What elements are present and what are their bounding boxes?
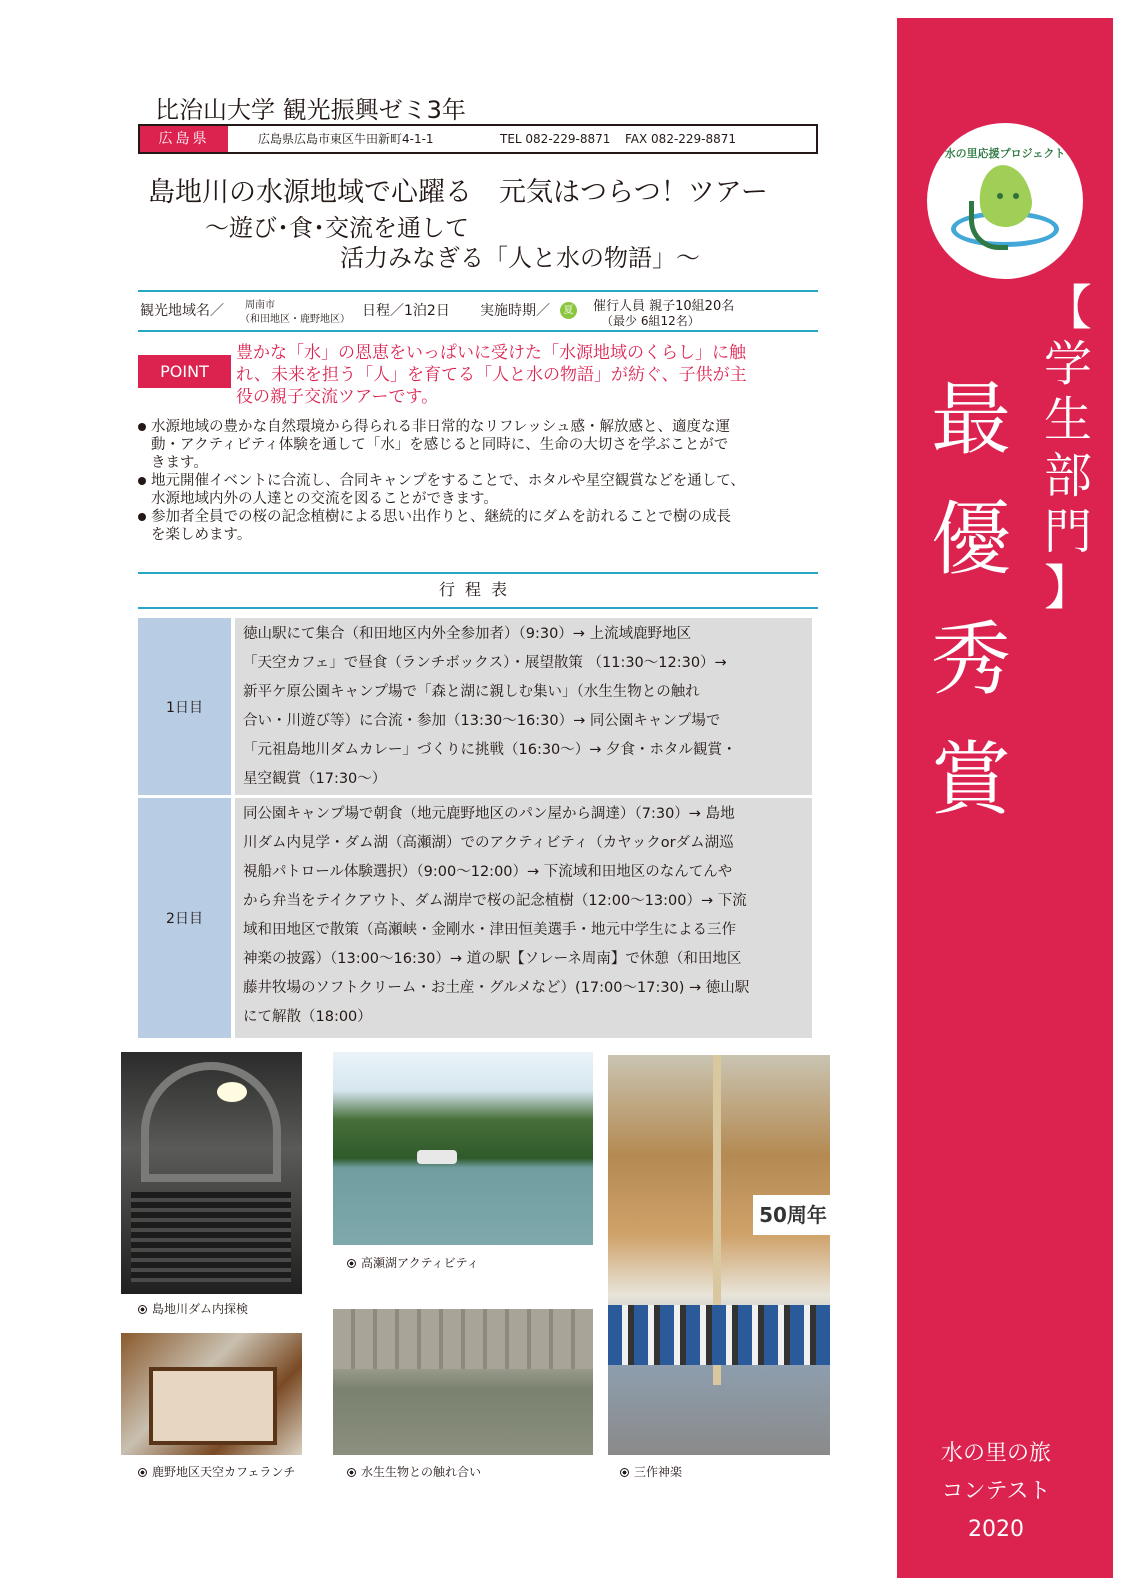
table-row [138, 798, 818, 1038]
drop-eye-icon [997, 193, 1003, 199]
day-label: 2日目 [138, 798, 231, 1038]
bullet-icon [138, 513, 146, 521]
award-category [1040, 280, 1096, 616]
period-label: 実施時期／ [480, 303, 550, 319]
info-bar [138, 124, 818, 154]
schedule: 日程／1泊2日 [362, 303, 450, 319]
photo-caption [347, 1254, 479, 1271]
detail-line: 視船パトロール体験選択）（9:00～12:00）→ 下流域和田地区のなんてんや [243, 864, 733, 880]
area-city: 周南市 [245, 300, 275, 311]
bullseye-icon [347, 1468, 356, 1477]
tunnel-light [217, 1082, 247, 1102]
list-item-line: を楽しめます。 [151, 527, 252, 543]
list-item-line: 動・アクティビティ体験を通して「水」を感じると同時に、生命の大切さを学ぶことがで [151, 437, 729, 453]
list-item-line: 水源地域の豊かな自然環境から得られる非日常的なリフレッシュ感・解放感と、適度な運 [151, 419, 730, 435]
category-char: 】 [1043, 560, 1092, 616]
award-char: 優 [931, 493, 1011, 586]
group-size: 催行人員 親子10組20名 [593, 299, 735, 314]
divider [138, 607, 818, 609]
detail-line: 同公園キャンプ場で朝食（地元鹿野地区のパン屋から調達）（7:30）→ 島地 [243, 806, 735, 822]
detail-line: 「天空カフェ」で昼食（ランチボックス）・展望散策 （11:30～12:30）→ [243, 655, 727, 671]
award-char: 最 [931, 373, 1011, 466]
detail-line: 川ダム内見学・ダム湖（高瀬湖）でのアクティビティ（カヤックorダム湖巡 [243, 835, 734, 851]
bullet-icon [138, 477, 146, 485]
table-row [138, 618, 818, 795]
point-line: 豊かな「水」の恩恵をいっぱいに受けた「水源地域のくらし」に触 [236, 343, 746, 363]
detail-line: 星空観賞（17:30～） [243, 771, 387, 787]
contest-name [926, 1435, 1066, 1549]
audience [608, 1305, 830, 1365]
caption-text: 島地川ダム内探検 [152, 1302, 249, 1316]
drop-eye-icon [1013, 193, 1019, 199]
itinerary-table [138, 618, 818, 1038]
boat [417, 1150, 457, 1164]
category-char: 生 [1043, 392, 1092, 448]
detail-line: 合い・川遊び等）に合流・参加（13:30～16:30）→ 同公園キャンプ場で [243, 713, 721, 729]
point-line: 役の親子交流ツアーです。 [236, 387, 439, 407]
group-minimum: （最少 6組12名） [601, 314, 700, 328]
anniversary-banner: 50周年 [753, 1195, 830, 1235]
tunnel-stairs [131, 1192, 291, 1282]
area-label: 観光地域名／ [140, 303, 224, 319]
stone-wall [333, 1309, 593, 1369]
caption-text: 高瀬湖アクティビティ [361, 1256, 479, 1270]
photo-caption [347, 1463, 481, 1480]
detail-line: 新平ケ原公園キャンプ場で「森と湖に親しむ集い」（水生生物との触れ [243, 684, 700, 700]
photo-caption [138, 1300, 248, 1317]
area-districts: （和田地区・鹿野地区） [240, 314, 350, 325]
list-item [138, 418, 818, 472]
prefecture-badge: 広島県 [140, 126, 228, 152]
list-item-line: 参加者全員での桜の記念植樹による思い出作りと、継続的にダムを訪れることで樹の成長 [151, 509, 731, 525]
detail-line: 「元祖島地川ダムカレー」づくりに挑戦（16:30～）→ 夕食・ホタル観賞・ [243, 742, 737, 758]
photo-kagura [608, 1055, 830, 1455]
project-logo [927, 123, 1083, 279]
summer-icon: 夏 [560, 302, 577, 319]
photo-lunch [121, 1333, 302, 1455]
day-details [235, 798, 812, 1038]
contest-line: 2020 [968, 1517, 1024, 1542]
category-char: 門 [1043, 504, 1092, 560]
category-char: 部 [1043, 448, 1092, 504]
address: 広島県広島市東区牛田新町4-1-1 [258, 132, 434, 146]
divider [138, 330, 818, 332]
point-line: れ、未来を担う「人」を育てる「人と水の物語」が紡ぐ、子供が主 [236, 365, 747, 385]
detail-line: 徳山駅にて集合（和田地区内外全参加者）（9:30）→ 上流域鹿野地区 [243, 626, 692, 642]
caption-text: 三作神楽 [634, 1465, 683, 1479]
photo-caption [138, 1463, 295, 1480]
tour-subtitle-2: 活力みなぎる「人と水の物語」～ [340, 244, 700, 272]
list-item [138, 508, 818, 544]
detail-line: 藤井牧場のソフトクリーム・お土産・グルメなど）(17:00～17:30) → 徳山駅 [243, 980, 750, 996]
day-label: 1日目 [138, 618, 231, 795]
itinerary-title: 行程表 [438, 580, 517, 599]
bullseye-icon [138, 1468, 147, 1477]
detail-line: から弁当をテイクアウト、ダム湖岸で桜の記念植樹（12:00～13:00）→ 下流 [243, 893, 747, 909]
divider [138, 572, 818, 574]
tunnel-arch [141, 1062, 281, 1182]
award-char: 賞 [931, 733, 1011, 826]
list-item-line: きます。 [151, 455, 208, 471]
bullet-icon [138, 423, 146, 431]
detail-line: 域和田地区で散策（高瀬峡・金剛水・津田恒美選手・地元中学生による三作 [243, 922, 736, 938]
logo-text: 水の里応援プロジェクト [944, 147, 1066, 160]
point-badge: POINT [138, 355, 231, 388]
award-char: 秀 [931, 613, 1011, 706]
tel: TEL 082-229-8871 [500, 132, 611, 146]
bullseye-icon [620, 1468, 629, 1477]
divider [138, 290, 818, 292]
university-name: 比治山大学 観光振興ゼミ3年 [155, 96, 466, 124]
contest-line: コンテスト [941, 1479, 1051, 1504]
photo-caption [620, 1463, 682, 1480]
lunch-tray [149, 1367, 277, 1445]
photo-stream [333, 1309, 593, 1455]
photo-lake [333, 1052, 593, 1245]
detail-line: 神楽の披露）（13:00～16:30）→ 道の駅【ソレーネ周南】で休憩（和田地区 [243, 951, 742, 967]
day-details [235, 618, 812, 795]
point-text [236, 342, 808, 408]
fax: FAX 082-229-8871 [625, 132, 737, 146]
highlights-list [138, 418, 818, 544]
award-title [926, 360, 1016, 840]
list-item-line: 地元開催イベントに合流し、合同キャンプをすることで、ホタルや星空観賞などを通して、 [151, 473, 745, 489]
bullseye-icon [138, 1305, 147, 1314]
category-char: 学 [1043, 336, 1092, 392]
tour-title: 島地川の水源地域で心躍る 元気はつらつ！ツアー [148, 177, 768, 208]
category-char: 【 [1043, 280, 1092, 336]
list-item-line: 水源地域内外の人達との交流を図ることができます。 [151, 491, 498, 507]
caption-text: 水生生物との触れ合い [361, 1465, 482, 1479]
list-item [138, 472, 818, 508]
tour-subtitle-1: ～遊び･食･交流を通して [205, 214, 469, 242]
detail-line: にて解散（18:00） [243, 1009, 372, 1025]
bullseye-icon [347, 1259, 356, 1268]
photo-dam-tunnel [121, 1052, 302, 1294]
caption-text: 鹿野地区天空カフェランチ [152, 1465, 296, 1479]
contest-line: 水の里の旅 [940, 1441, 1051, 1466]
